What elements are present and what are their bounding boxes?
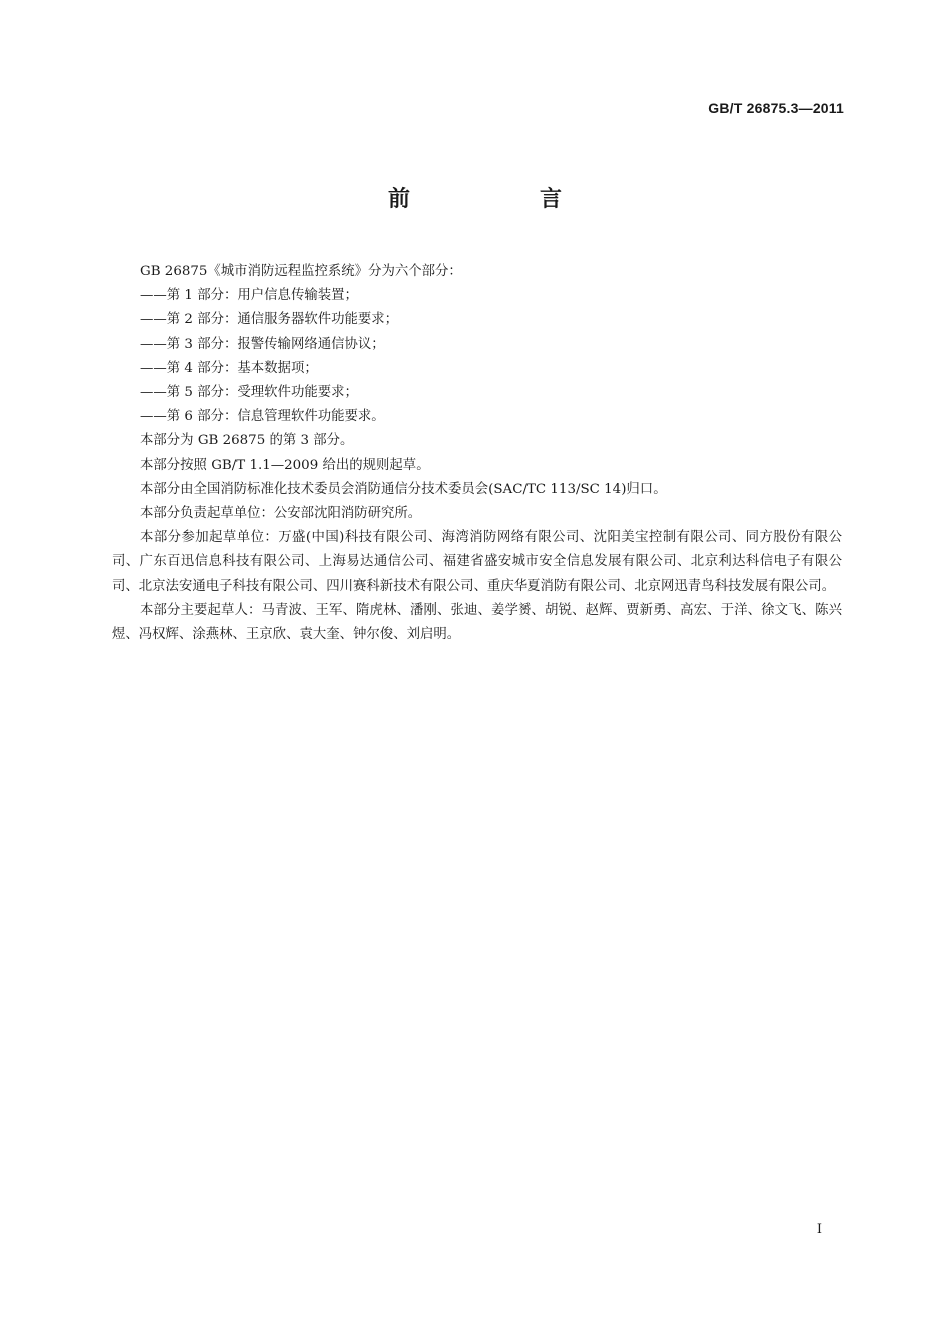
standard-code: GB/T 26875.3—2011 [708,100,844,116]
responsible-unit-paragraph: 本部分负责起草单位：公安部沈阳消防研究所。 [140,506,422,522]
list-item: ——第 5 部分：受理软件功能要求； [140,385,358,401]
intro-paragraph: GB 26875《城市消防远程监控系统》分为六个部分： [140,264,462,279]
list-item: ——第 3 部分：报警传输网络通信协议； [140,336,385,352]
list-item: ——第 1 部分：用户信息传输装置； [140,288,358,304]
proposed-by-paragraph: 本部分由全国消防标准化技术委员会消防通信分技术委员会(SAC/TC 113/SC 14)归口。 [140,481,667,497]
page-number: I [816,1222,822,1237]
foreword-body [112,260,842,647]
part-of-paragraph: 本部分为 GB 26875 的第 3 部分。 [140,433,354,449]
page-title: 前 言 [387,187,616,212]
list-item: ——第 2 部分：通信服务器软件功能要求； [140,312,399,328]
participating-units-paragraph: 本部分参加起草单位：万盛(中国)科技有限公司、海湾消防网络有限公司、沈阳美宝控制有限公司、同方股份有限公司、广东百迅信息科技有限公司、上海易达通信公司、福建省盛安城市安全信息发展有限公司、北京利达科信电子有限公司、北京法安通电子科技有限公司、四川赛科新技术有限公司、重庆华夏消防有限公司、北京网迅青鸟科技发展有限公司。 [112,530,842,594]
drafting-rules-paragraph: 本部分按照 GB/T 1.1—2009 给出的规则起草。 [140,457,430,473]
drafters-paragraph: 本部分主要起草人：马青波、王军、隋虎林、潘刚、张迪、姜学赟、胡锐、赵辉、贾新勇、高宏、于洋、徐文飞、陈兴煜、冯权辉、涂燕林、王京欣、袁大奎、钟尔俊、刘启明。 [112,602,842,643]
list-item: ——第 6 部分：信息管理软件功能要求。 [140,409,385,425]
list-item: ——第 4 部分：基本数据项； [140,360,318,376]
